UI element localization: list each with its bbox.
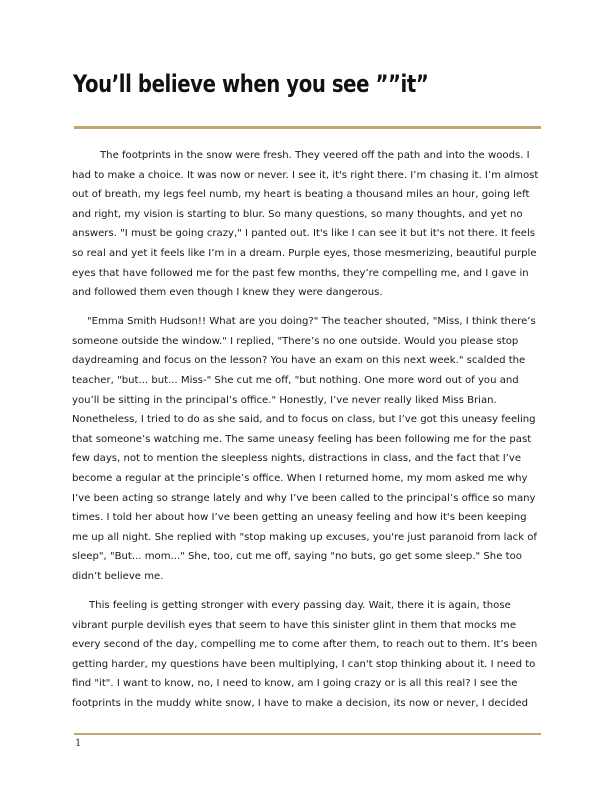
footer-divider	[74, 733, 541, 735]
title-divider	[74, 126, 541, 129]
page-title: You’ll believe when you see ””it”	[73, 70, 429, 98]
paragraph-3: This feeling is getting stronger with every passing day. Wait, there it is again, those vibrant purple devilish eyes that seem to have this sinister glint in them that mocks me every second of the day, compelling me to come after them, to reach out to them. It’s been getting harder, my questions have been multiplying, I can't stop thinking about it. I need to find "it". I want to know, no, I need to know, am I going crazy or is all this real? I see the footprints in the muddy white snow, I have to make a decision, its now or never, I decided	[72, 600, 538, 710]
page-number: 1	[75, 738, 82, 749]
paragraph-1: The footprints in the snow were fresh. They veered off the path and into the woods. I had to make a choice. It was now or never. I see it, it's right there. I’m chasing it. I’m almost out of breath, my legs feel numb, my heart is beating a thousand miles an hour, going left and right, my vision is starting to blur. So many questions, so many thoughts, and yet no answers. "I must be going crazy," I panted out. It's like I can see it but it's not there. It feels so real and yet it feels like I’m in a dream. Purple eyes, those mesmerizing, beautiful purple eyes that have followed me for the past few months, they’re compelling me, and I gave in and followed them even though I knew they were dangerous.	[72, 150, 539, 299]
paragraph-2: "Emma Smith Hudson!! What are you doing?" The teacher shouted, "Miss, I think there’s someone outside the window." I replied, "There’s no one outside. Would you please stop daydreaming and focus on the lesson? You have an exam on this next week." scalded the teacher, "but... but... Miss-" She cut me off, "but nothing. One more word out of you and you’ll be sitting in the principal’s office." Honestly, I’ve never really liked Miss Brian. Nonetheless, I tried to do as she said, and to focus on class, but I’ve got this uneasy feeling that someone’s watching me. The same uneasy feeling has been following me for the past few days, not to mention the sleepless nights, distractions in class, and the fact that I’ve become a regular at the principle’s office. When I returned home, my mom asked me why I’ve been acting so strange lately and why I’ve been called to the principal’s office so many times. I told her about how I’ve been getting an uneasy feeling and how it's been keeping me up all night. She replied with "stop making up excuses, you're just paranoid from lack of sleep", "But... mom..." She, too, cut me off, saying "no buts, go get some sleep." She too didn’t believe me.	[72, 316, 537, 582]
story-body	[72, 146, 542, 723]
